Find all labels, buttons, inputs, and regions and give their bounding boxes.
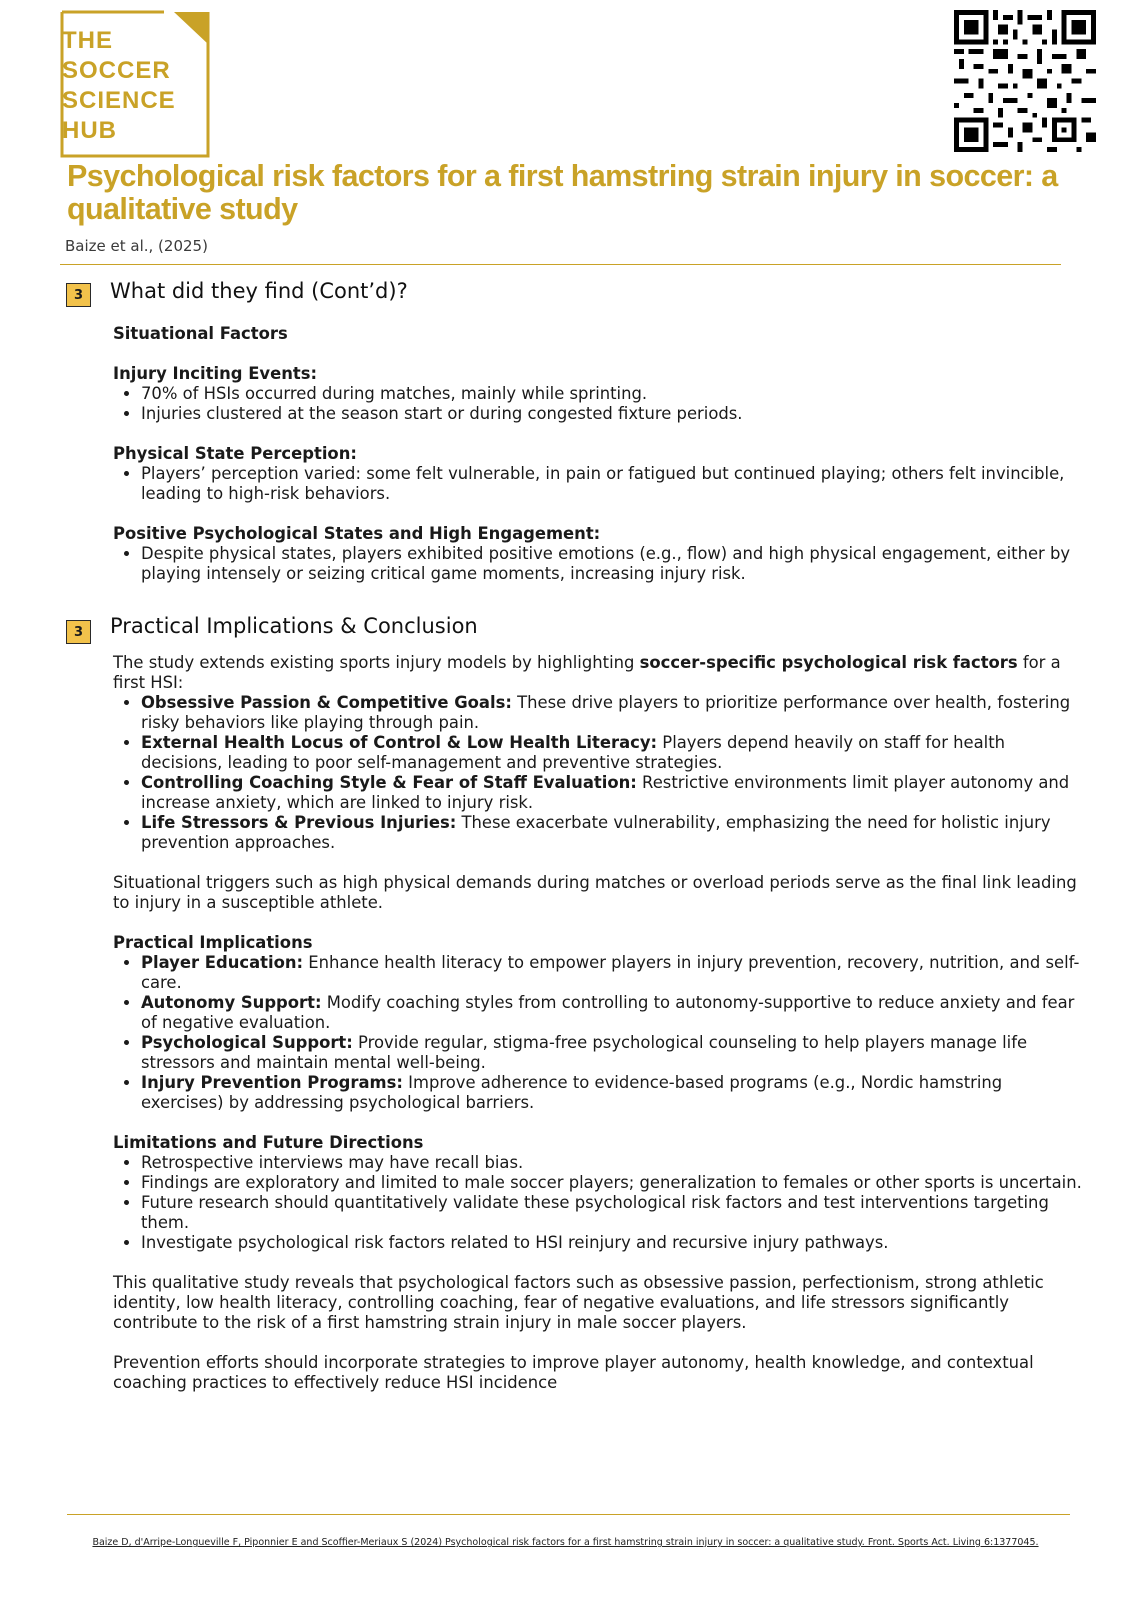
bullet-list bbox=[113, 544, 1083, 584]
conclusion-paragraph: This qualitative study reveals that psychological factors such as obsessive passion, perfectionism, strong athletic identity, low health literacy, controlling coaching, fear of negative evaluations, and life stressors significantly contribute to the risk of a first hamstring strain injury in male soccer players. bbox=[113, 1273, 1044, 1332]
risk-factor-list bbox=[113, 693, 1083, 853]
list-item: • Injury Prevention Programs: Improve adherence to evidence-based programs (e.g., Nordic hamstring exercises) by addressing psychological barriers. bbox=[141, 1073, 1083, 1113]
group-heading: Physical State Perception: bbox=[113, 444, 357, 463]
section-number-badge: 3 bbox=[66, 620, 91, 644]
limitations-heading: Limitations and Future Directions bbox=[113, 1133, 424, 1152]
soccer-science-hub-logo bbox=[60, 10, 214, 158]
list-item: • Player Education: Enhance health literacy to empower players in injury prevention, recovery, nutrition, and self-care. bbox=[141, 953, 1083, 993]
section-number-badge: 3 bbox=[66, 283, 91, 307]
header-divider bbox=[60, 264, 1061, 265]
list-item: • Life Stressors & Previous Injuries: These exacerbate vulnerability, emphasizing the need for holistic injury prevention approaches. bbox=[141, 813, 1083, 853]
list-item: • Despite physical states, players exhibited positive emotions (e.g., flow) and high physical engagement, either by playing intensely or seizing critical game moments, increasing injury risk. bbox=[141, 544, 1083, 584]
section-1-content bbox=[113, 324, 1083, 584]
section-2-content bbox=[113, 653, 1083, 1393]
practical-heading: Practical Implications bbox=[113, 933, 313, 952]
section-title: What did they find (Cont’d)? bbox=[110, 279, 408, 303]
list-item: • Future research should quantitatively validate these psychological risk factors and test interventions targeting them. bbox=[141, 1193, 1083, 1233]
intro-paragraph: The study extends existing sports injury models by highlighting soccer-specific psychological risk factors for a first HSI: bbox=[113, 653, 1061, 692]
bullet-list bbox=[113, 464, 1083, 504]
subheading: Situational Factors bbox=[113, 324, 288, 343]
limitations-list bbox=[113, 1153, 1083, 1253]
footer-divider bbox=[67, 1514, 1070, 1515]
byline: Baize et al., (2025) bbox=[65, 237, 208, 255]
list-item: • Controlling Coaching Style & Fear of Staff Evaluation: Restrictive environments limit player autonomy and increase anxiety, which are linked to injury risk. bbox=[141, 773, 1083, 813]
list-item: • Injuries clustered at the season start or during congested fixture periods. bbox=[141, 404, 1083, 424]
list-item: • 70% of HSIs occurred during matches, mainly while sprinting. bbox=[141, 384, 1083, 404]
list-item: • Autonomy Support: Modify coaching styles from controlling to autonomy-supportive to reduce anxiety and fear of negative evaluation. bbox=[141, 993, 1083, 1033]
list-item: • Investigate psychological risk factors related to HSI reinjury and recursive injury pathways. bbox=[141, 1233, 1083, 1253]
group-heading: Injury Inciting Events: bbox=[113, 364, 318, 383]
practical-list bbox=[113, 953, 1083, 1113]
svg-text:SOCCER: SOCCER bbox=[62, 57, 171, 84]
prevention-paragraph: Prevention efforts should incorporate strategies to improve player autonomy, health knowledge, and contextual coaching practices to effectively reduce HSI incidence bbox=[113, 1353, 1034, 1392]
page-title: Psychological risk factors for a first hamstring strain injury in soccer: a qualitative study bbox=[67, 159, 1058, 226]
section-title: Practical Implications & Conclusion bbox=[110, 614, 478, 638]
group-heading: Positive Psychological States and High Engagement: bbox=[113, 524, 601, 543]
list-item: • Players’ perception varied: some felt vulnerable, in pain or fatigued but continued playing; others felt invincible, leading to high-risk behaviors. bbox=[141, 464, 1083, 504]
bullet-list bbox=[113, 384, 1083, 424]
list-item: • Retrospective interviews may have recall bias. bbox=[141, 1153, 1083, 1173]
list-item: • Findings are exploratory and limited to male soccer players; generalization to females or other sports is uncertain. bbox=[141, 1173, 1083, 1193]
list-item: • External Health Locus of Control & Low Health Literacy: Players depend heavily on staff for health decisions, leading to poor self-management and preventive strategies. bbox=[141, 733, 1083, 773]
svg-text:HUB: HUB bbox=[62, 117, 117, 144]
svg-text:THE: THE bbox=[62, 27, 113, 54]
list-item: • Psychological Support: Provide regular, stigma-free psychological counseling to help players manage life stressors and maintain mental well-being. bbox=[141, 1033, 1083, 1073]
citation-link[interactable]: Baize D, d'Arripe-Longueville F, Piponnier E and Scoffier-Meriaux S (2024) Psychological risk factors for a first hamstring strain injury in soccer: a qualitative study. Front. Sports Act. Living 6:1377045. bbox=[92, 1537, 1039, 1548]
qr-code-icon bbox=[954, 10, 1096, 152]
triggers-paragraph: Situational triggers such as high physical demands during matches or overload periods serve as the final link leading to injury in a susceptible athlete. bbox=[113, 873, 1077, 912]
list-item: • Obsessive Passion & Competitive Goals: These drive players to prioritize performance over health, fostering risky behaviors like playing through pain. bbox=[141, 693, 1083, 733]
svg-text:SCIENCE: SCIENCE bbox=[62, 87, 176, 114]
